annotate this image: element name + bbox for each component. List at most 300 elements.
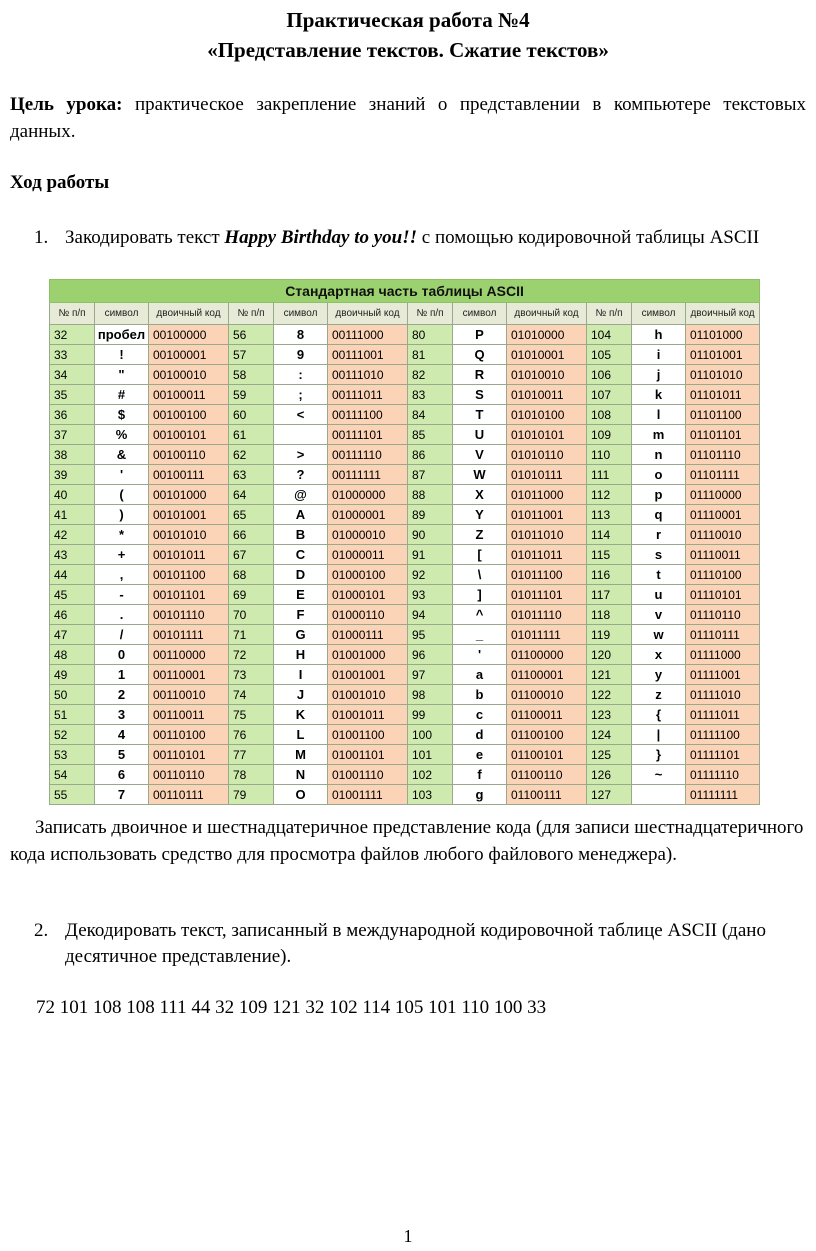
goal-label: Цель урока: — [10, 94, 123, 115]
code-number-cell: 64 — [229, 485, 274, 505]
binary-code-cell: 00100000 — [149, 325, 229, 345]
binary-code-cell: 01111010 — [686, 685, 760, 705]
code-number-cell: 120 — [587, 645, 632, 665]
code-number-cell: 63 — [229, 465, 274, 485]
code-number-cell: 34 — [50, 365, 95, 385]
symbol-cell: $ — [95, 405, 149, 425]
symbol-cell: / — [95, 625, 149, 645]
binary-code-cell: 01000011 — [328, 545, 408, 565]
symbol-cell: 2 — [95, 685, 149, 705]
code-number-cell: 68 — [229, 565, 274, 585]
symbol-cell: y — [632, 665, 686, 685]
symbol-cell: ~ — [632, 765, 686, 785]
code-number-cell: 65 — [229, 505, 274, 525]
column-header: символ — [95, 303, 149, 325]
symbol-cell: m — [632, 425, 686, 445]
symbol-cell: c — [453, 705, 507, 725]
symbol-cell: # — [95, 385, 149, 405]
symbol-cell: ; — [274, 385, 328, 405]
code-number-cell: 124 — [587, 725, 632, 745]
table-row — [50, 625, 760, 645]
symbol-cell: B — [274, 525, 328, 545]
ascii-table — [49, 279, 759, 805]
code-number-cell: 44 — [50, 565, 95, 585]
symbol-cell: o — [632, 465, 686, 485]
symbol-cell: > — [274, 445, 328, 465]
code-number-cell: 56 — [229, 325, 274, 345]
symbol-cell: b — [453, 685, 507, 705]
binary-code-cell: 01101001 — [686, 345, 760, 365]
code-number-cell: 49 — [50, 665, 95, 685]
binary-code-cell: 01110010 — [686, 525, 760, 545]
code-number-cell: 117 — [587, 585, 632, 605]
code-number-cell: 59 — [229, 385, 274, 405]
symbol-cell: i — [632, 345, 686, 365]
code-number-cell: 70 — [229, 605, 274, 625]
table-row — [50, 345, 760, 365]
table-row — [50, 465, 760, 485]
symbol-cell: < — [274, 405, 328, 425]
code-number-cell: 119 — [587, 625, 632, 645]
binary-code-cell: 01110011 — [686, 545, 760, 565]
binary-code-cell: 01001111 — [328, 785, 408, 805]
symbol-cell: S — [453, 385, 507, 405]
binary-code-cell: 00100001 — [149, 345, 229, 365]
symbol-cell: * — [95, 525, 149, 545]
symbol-cell: A — [274, 505, 328, 525]
code-number-cell: 111 — [587, 465, 632, 485]
symbol-cell: M — [274, 745, 328, 765]
code-number-cell: 90 — [408, 525, 453, 545]
code-number-cell: 54 — [50, 765, 95, 785]
code-number-cell: 78 — [229, 765, 274, 785]
binary-code-cell: 00100110 — [149, 445, 229, 465]
binary-code-cell: 00101010 — [149, 525, 229, 545]
symbol-cell: v — [632, 605, 686, 625]
symbol-cell: Y — [453, 505, 507, 525]
symbol-cell: . — [95, 605, 149, 625]
column-header: двоичный код — [507, 303, 587, 325]
task-1 — [34, 225, 794, 251]
page-number: 1 — [403, 1226, 413, 1246]
symbol-cell: ( — [95, 485, 149, 505]
code-number-cell: 99 — [408, 705, 453, 725]
code-number-cell: 79 — [229, 785, 274, 805]
table-row — [50, 765, 760, 785]
symbol-cell: 7 — [95, 785, 149, 805]
table-row — [50, 365, 760, 385]
symbol-cell: n — [632, 445, 686, 465]
ascii-table-caption: Стандартная часть таблицы ASCII — [50, 280, 760, 303]
code-number-cell: 58 — [229, 365, 274, 385]
symbol-cell: H — [274, 645, 328, 665]
table-row — [50, 705, 760, 725]
column-header: двоичный код — [686, 303, 760, 325]
task-2-text: Декодировать текст, записанный в международной кодировочной таблице ASCII (дано десятичное представление). — [65, 920, 766, 967]
code-number-cell: 101 — [408, 745, 453, 765]
code-number-cell: 41 — [50, 505, 95, 525]
binary-code-cell: 00110010 — [149, 685, 229, 705]
binary-code-cell: 00101111 — [149, 625, 229, 645]
lesson-goal — [10, 91, 806, 145]
code-number-cell: 86 — [408, 445, 453, 465]
symbol-cell: N — [274, 765, 328, 785]
code-number-cell: 60 — [229, 405, 274, 425]
binary-code-cell: 00101011 — [149, 545, 229, 565]
binary-code-cell: 01010100 — [507, 405, 587, 425]
symbol-cell: q — [632, 505, 686, 525]
code-number-cell: 74 — [229, 685, 274, 705]
code-number-cell: 115 — [587, 545, 632, 565]
instruction-paragraph: Записать двоичное и шестнадцатеричное представление кода (для записи шестнадцатеричного кода использовать средство для просмотра файлов любого файлового менеджера). — [10, 817, 804, 865]
symbol-cell: " — [95, 365, 149, 385]
binary-code-cell: 00111011 — [328, 385, 408, 405]
binary-code-cell: 01111100 — [686, 725, 760, 745]
binary-code-cell: 01101010 — [686, 365, 760, 385]
code-number-cell: 53 — [50, 745, 95, 765]
column-header: двоичный код — [328, 303, 408, 325]
binary-code-cell: 01011010 — [507, 525, 587, 545]
task-1-emphasis: Happy Birthday to you!! — [224, 227, 418, 248]
symbol-cell: } — [632, 745, 686, 765]
code-number-cell: 38 — [50, 445, 95, 465]
table-row — [50, 665, 760, 685]
code-number-cell: 67 — [229, 545, 274, 565]
column-header: символ — [274, 303, 328, 325]
symbol-cell: r — [632, 525, 686, 545]
symbol-cell: 0 — [95, 645, 149, 665]
symbol-cell: | — [632, 725, 686, 745]
code-number-cell: 46 — [50, 605, 95, 625]
symbol-cell: Z — [453, 525, 507, 545]
binary-code-cell: 01100100 — [507, 725, 587, 745]
code-number-cell: 42 — [50, 525, 95, 545]
code-number-cell: 52 — [50, 725, 95, 745]
symbol-cell: p — [632, 485, 686, 505]
task-1-number: 1. — [34, 227, 49, 248]
symbol-cell: E — [274, 585, 328, 605]
code-number-cell: 114 — [587, 525, 632, 545]
code-number-cell: 125 — [587, 745, 632, 765]
binary-code-cell: 01100011 — [507, 705, 587, 725]
binary-code-cell: 01111011 — [686, 705, 760, 725]
symbol-cell: e — [453, 745, 507, 765]
code-number-cell: 92 — [408, 565, 453, 585]
binary-code-cell: 00110000 — [149, 645, 229, 665]
binary-code-cell: 01000101 — [328, 585, 408, 605]
symbol-cell: ? — [274, 465, 328, 485]
table-row — [50, 405, 760, 425]
symbol-cell: a — [453, 665, 507, 685]
symbol-cell: w — [632, 625, 686, 645]
symbol-cell: U — [453, 425, 507, 445]
binary-code-cell: 01100111 — [507, 785, 587, 805]
binary-code-cell: 01011011 — [507, 545, 587, 565]
binary-code-cell: 01110110 — [686, 605, 760, 625]
code-number-cell: 112 — [587, 485, 632, 505]
symbol-cell: j — [632, 365, 686, 385]
code-number-cell: 108 — [587, 405, 632, 425]
code-number-cell: 81 — [408, 345, 453, 365]
symbol-cell: + — [95, 545, 149, 565]
symbol-cell: [ — [453, 545, 507, 565]
table-row — [50, 505, 760, 525]
binary-code-cell: 00100111 — [149, 465, 229, 485]
binary-code-cell: 00101110 — [149, 605, 229, 625]
symbol-cell: ] — [453, 585, 507, 605]
binary-code-cell: 01001101 — [328, 745, 408, 765]
symbol-cell: V — [453, 445, 507, 465]
code-number-cell: 61 — [229, 425, 274, 445]
symbol-cell: t — [632, 565, 686, 585]
code-number-cell: 100 — [408, 725, 453, 745]
code-number-cell: 62 — [229, 445, 274, 465]
task-2-number: 2. — [34, 920, 49, 941]
table-row — [50, 725, 760, 745]
table-row — [50, 545, 760, 565]
code-number-cell: 127 — [587, 785, 632, 805]
symbol-cell: s — [632, 545, 686, 565]
task-2 — [34, 918, 794, 970]
binary-code-cell: 00100100 — [149, 405, 229, 425]
code-number-cell: 82 — [408, 365, 453, 385]
code-number-cell: 89 — [408, 505, 453, 525]
code-number-cell: 77 — [229, 745, 274, 765]
table-row — [50, 325, 760, 345]
column-header: № п/п — [587, 303, 632, 325]
code-number-cell: 95 — [408, 625, 453, 645]
code-number-cell: 71 — [229, 625, 274, 645]
table-row — [50, 605, 760, 625]
code-number-cell: 36 — [50, 405, 95, 425]
binary-code-cell: 01100000 — [507, 645, 587, 665]
binary-code-cell: 00110111 — [149, 785, 229, 805]
column-header: символ — [453, 303, 507, 325]
table-row — [50, 585, 760, 605]
symbol-cell: g — [453, 785, 507, 805]
symbol-cell: P — [453, 325, 507, 345]
binary-code-cell: 01110000 — [686, 485, 760, 505]
code-number-cell: 122 — [587, 685, 632, 705]
code-number-cell: 107 — [587, 385, 632, 405]
binary-code-cell: 01110100 — [686, 565, 760, 585]
symbol-cell: X — [453, 485, 507, 505]
binary-code-cell: 01111110 — [686, 765, 760, 785]
code-number-cell: 116 — [587, 565, 632, 585]
table-row — [50, 645, 760, 665]
table-row — [50, 565, 760, 585]
column-header: № п/п — [408, 303, 453, 325]
binary-code-cell: 01010011 — [507, 385, 587, 405]
symbol-cell: @ — [274, 485, 328, 505]
code-number-cell: 87 — [408, 465, 453, 485]
symbol-cell: L — [274, 725, 328, 745]
binary-code-cell: 01100010 — [507, 685, 587, 705]
code-number-cell: 121 — [587, 665, 632, 685]
symbol-cell: , — [95, 565, 149, 585]
binary-code-cell: 00101000 — [149, 485, 229, 505]
binary-code-cell: 00111100 — [328, 405, 408, 425]
binary-code-cell: 00110011 — [149, 705, 229, 725]
binary-code-cell: 00111110 — [328, 445, 408, 465]
code-number-cell: 118 — [587, 605, 632, 625]
decimal-codes: 72 101 108 108 111 44 32 109 121 32 102 114 105 101 110 100 33 — [36, 997, 547, 1018]
binary-code-cell: 01001011 — [328, 705, 408, 725]
binary-code-cell: 01100110 — [507, 765, 587, 785]
symbol-cell — [274, 425, 328, 445]
binary-code-cell: 00100011 — [149, 385, 229, 405]
binary-code-cell: 01111111 — [686, 785, 760, 805]
code-number-cell: 98 — [408, 685, 453, 705]
table-row — [50, 445, 760, 465]
symbol-cell: F — [274, 605, 328, 625]
code-number-cell: 97 — [408, 665, 453, 685]
code-number-cell: 106 — [587, 365, 632, 385]
symbol-cell: W — [453, 465, 507, 485]
symbol-cell: 1 — [95, 665, 149, 685]
code-number-cell: 66 — [229, 525, 274, 545]
binary-code-cell: 01011101 — [507, 585, 587, 605]
code-number-cell: 93 — [408, 585, 453, 605]
symbol-cell: R — [453, 365, 507, 385]
binary-code-cell: 00110101 — [149, 745, 229, 765]
table-row — [50, 685, 760, 705]
table-row — [50, 745, 760, 765]
column-header: № п/п — [50, 303, 95, 325]
code-number-cell: 43 — [50, 545, 95, 565]
table-row — [50, 485, 760, 505]
code-number-cell: 94 — [408, 605, 453, 625]
symbol-cell: O — [274, 785, 328, 805]
symbol-cell: : — [274, 365, 328, 385]
code-number-cell: 96 — [408, 645, 453, 665]
symbol-cell: J — [274, 685, 328, 705]
binary-code-cell: 01101101 — [686, 425, 760, 445]
symbol-cell: % — [95, 425, 149, 445]
column-header: № п/п — [229, 303, 274, 325]
table-row — [50, 525, 760, 545]
symbol-cell: ) — [95, 505, 149, 525]
symbol-cell: \ — [453, 565, 507, 585]
symbol-cell: _ — [453, 625, 507, 645]
code-number-cell: 73 — [229, 665, 274, 685]
binary-code-cell: 01011111 — [507, 625, 587, 645]
binary-code-cell: 01110101 — [686, 585, 760, 605]
code-number-cell: 33 — [50, 345, 95, 365]
symbol-cell: 3 — [95, 705, 149, 725]
binary-code-cell: 01111001 — [686, 665, 760, 685]
symbol-cell: f — [453, 765, 507, 785]
binary-code-cell: 01000010 — [328, 525, 408, 545]
binary-code-cell: 00111000 — [328, 325, 408, 345]
symbol-cell: 8 — [274, 325, 328, 345]
code-number-cell: 48 — [50, 645, 95, 665]
symbol-cell: ' — [453, 645, 507, 665]
code-number-cell: 126 — [587, 765, 632, 785]
symbol-cell: Q — [453, 345, 507, 365]
symbol-cell: I — [274, 665, 328, 685]
binary-code-cell: 01101100 — [686, 405, 760, 425]
code-number-cell: 39 — [50, 465, 95, 485]
code-number-cell: 103 — [408, 785, 453, 805]
binary-code-cell: 01011110 — [507, 605, 587, 625]
task-1-text-after: с помощью кодировочной таблицы ASCII — [417, 227, 760, 248]
symbol-cell — [632, 785, 686, 805]
binary-code-cell: 01101110 — [686, 445, 760, 465]
symbol-cell: u — [632, 585, 686, 605]
code-number-cell: 51 — [50, 705, 95, 725]
binary-code-cell: 00101100 — [149, 565, 229, 585]
symbol-cell: C — [274, 545, 328, 565]
binary-code-cell: 01000001 — [328, 505, 408, 525]
table-row — [50, 385, 760, 405]
binary-code-cell: 00101001 — [149, 505, 229, 525]
binary-code-cell: 01010101 — [507, 425, 587, 445]
code-number-cell: 105 — [587, 345, 632, 365]
symbol-cell: 4 — [95, 725, 149, 745]
binary-code-cell: 01010111 — [507, 465, 587, 485]
table-row — [50, 785, 760, 805]
code-number-cell: 113 — [587, 505, 632, 525]
binary-code-cell: 00110100 — [149, 725, 229, 745]
code-number-cell: 40 — [50, 485, 95, 505]
symbol-cell: d — [453, 725, 507, 745]
table-row — [50, 425, 760, 445]
symbol-cell: h — [632, 325, 686, 345]
code-number-cell: 76 — [229, 725, 274, 745]
binary-code-cell: 01010010 — [507, 365, 587, 385]
code-number-cell: 35 — [50, 385, 95, 405]
goal-text: практическое закрепление знаний о представлении в компьютере текстовых данных. — [10, 94, 806, 142]
task-1-text-before: Закодировать текст — [65, 227, 225, 248]
symbol-cell: ! — [95, 345, 149, 365]
symbol-cell: 9 — [274, 345, 328, 365]
code-number-cell: 80 — [408, 325, 453, 345]
symbol-cell: z — [632, 685, 686, 705]
binary-code-cell: 01001110 — [328, 765, 408, 785]
binary-code-cell: 00101101 — [149, 585, 229, 605]
code-number-cell: 88 — [408, 485, 453, 505]
symbol-cell: x — [632, 645, 686, 665]
binary-code-cell: 00110110 — [149, 765, 229, 785]
binary-code-cell: 01000111 — [328, 625, 408, 645]
binary-code-cell: 01101011 — [686, 385, 760, 405]
symbol-cell: ' — [95, 465, 149, 485]
binary-code-cell: 00100010 — [149, 365, 229, 385]
binary-code-cell: 01100101 — [507, 745, 587, 765]
binary-code-cell: 00110001 — [149, 665, 229, 685]
code-number-cell: 50 — [50, 685, 95, 705]
binary-code-cell: 01000000 — [328, 485, 408, 505]
code-number-cell: 69 — [229, 585, 274, 605]
symbol-cell: K — [274, 705, 328, 725]
column-header: символ — [632, 303, 686, 325]
code-number-cell: 72 — [229, 645, 274, 665]
binary-code-cell: 01100001 — [507, 665, 587, 685]
symbol-cell: 5 — [95, 745, 149, 765]
progress-heading: Ход работы — [10, 172, 110, 193]
symbol-cell: 6 — [95, 765, 149, 785]
binary-code-cell: 01010110 — [507, 445, 587, 465]
binary-code-cell: 01110111 — [686, 625, 760, 645]
symbol-cell: { — [632, 705, 686, 725]
binary-code-cell: 00111111 — [328, 465, 408, 485]
symbol-cell: ^ — [453, 605, 507, 625]
code-number-cell: 83 — [408, 385, 453, 405]
binary-code-cell: 01010000 — [507, 325, 587, 345]
binary-code-cell: 00111101 — [328, 425, 408, 445]
binary-code-cell: 01001010 — [328, 685, 408, 705]
